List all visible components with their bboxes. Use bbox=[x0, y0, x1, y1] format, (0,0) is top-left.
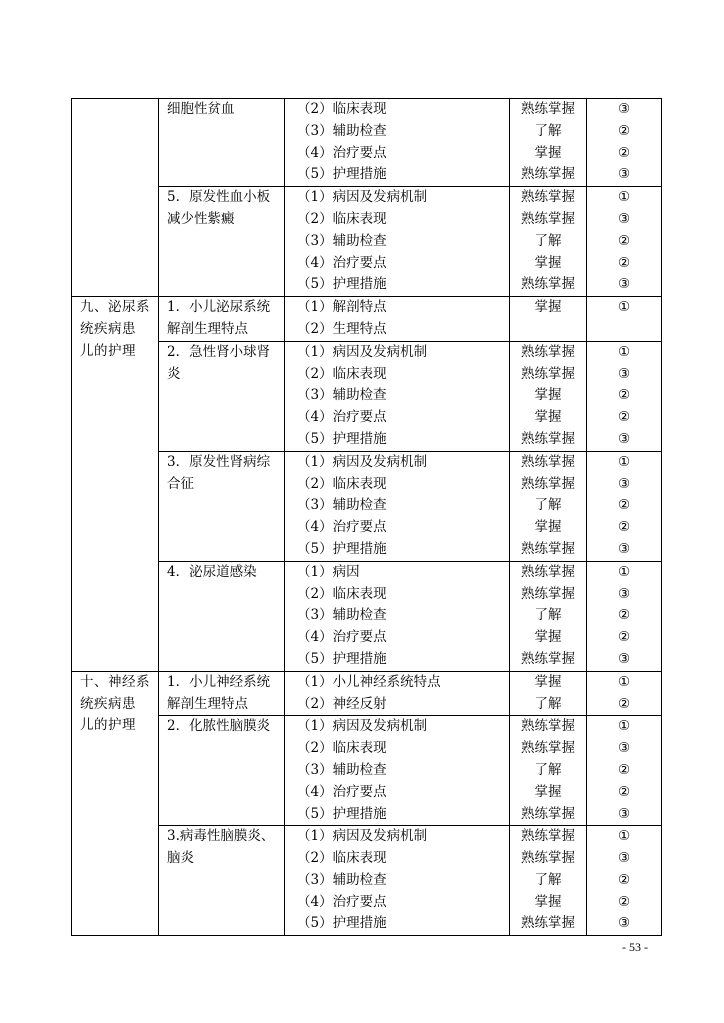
content-line: （4）治疗要点 bbox=[297, 519, 387, 536]
content-line: （2）临床表现 bbox=[297, 475, 387, 492]
table-row bbox=[72, 826, 662, 936]
level-line: ③ bbox=[617, 101, 631, 117]
requirement-cell bbox=[510, 297, 587, 342]
requirement-line: 熟练掌握 bbox=[521, 540, 575, 557]
content-line: （5）护理措施 bbox=[297, 166, 387, 183]
requirement-line: 了解 bbox=[534, 232, 562, 249]
system-cell bbox=[72, 99, 159, 297]
requirement-line: 熟练掌握 bbox=[521, 276, 575, 293]
requirement-line: 掌握 bbox=[534, 299, 562, 316]
content-cell bbox=[285, 187, 510, 297]
requirement-line: 熟练掌握 bbox=[521, 475, 575, 492]
disease-line: 3.病毒性脑膜炎、 bbox=[167, 828, 275, 845]
table-row bbox=[72, 99, 662, 187]
page-number: - 53 - bbox=[622, 940, 648, 954]
requirement-cell bbox=[510, 671, 587, 716]
level-line: ① bbox=[617, 453, 631, 470]
level-line: ③ bbox=[617, 365, 631, 382]
table-row bbox=[72, 716, 662, 826]
system-line: 十、神经系 bbox=[80, 673, 150, 690]
level-cell bbox=[587, 341, 662, 451]
content-line: （1）病因及发病机制 bbox=[297, 189, 428, 206]
disease-line: 2．化脓性脑膜炎 bbox=[167, 718, 271, 735]
level-cell bbox=[587, 451, 662, 561]
disease-cell bbox=[159, 826, 285, 936]
level-line: ② bbox=[617, 232, 631, 249]
content-line: （2）临床表现 bbox=[297, 740, 387, 757]
content-line: （5）护理措施 bbox=[297, 915, 387, 932]
requirement-line: 熟练掌握 bbox=[521, 166, 575, 183]
requirement-line: 了解 bbox=[534, 122, 562, 139]
content-line: （2）临床表现 bbox=[297, 365, 387, 382]
disease-line: 1．小儿泌尿系统 bbox=[167, 299, 271, 316]
level-line: ② bbox=[617, 387, 631, 404]
system-line: 统疾病患 bbox=[80, 320, 136, 337]
requirement-line: 了解 bbox=[534, 497, 562, 514]
content-line: （3）辅助检查 bbox=[297, 122, 387, 139]
table-row bbox=[72, 561, 662, 671]
content-cell bbox=[285, 297, 510, 342]
requirement-line: 掌握 bbox=[534, 673, 562, 690]
disease-line: 5．原发性血小板 bbox=[167, 189, 271, 206]
content-line: （4）治疗要点 bbox=[297, 409, 387, 426]
level-line: ① bbox=[617, 299, 631, 316]
disease-cell bbox=[159, 187, 285, 297]
disease-line: 细胞性贫血 bbox=[167, 101, 235, 117]
level-line: ② bbox=[617, 783, 631, 800]
system-line: 儿的护理 bbox=[80, 717, 136, 734]
table-row bbox=[72, 187, 662, 297]
level-line: ③ bbox=[617, 276, 631, 293]
level-line: ③ bbox=[617, 210, 631, 227]
level-cell bbox=[587, 561, 662, 671]
level-line: ② bbox=[617, 144, 631, 161]
disease-line: 炎 bbox=[167, 365, 181, 382]
level-line: ② bbox=[617, 254, 631, 271]
level-line: ③ bbox=[617, 475, 631, 492]
disease-line: 4．泌尿道感染 bbox=[167, 563, 257, 580]
content-line: （3）辅助检查 bbox=[297, 761, 387, 778]
content-line: （5）护理措施 bbox=[297, 650, 387, 667]
content-cell bbox=[285, 99, 510, 187]
level-line: ① bbox=[617, 563, 631, 580]
content-cell bbox=[285, 451, 510, 561]
requirement-line: 熟练掌握 bbox=[521, 718, 575, 735]
content-line: （2）临床表现 bbox=[297, 585, 387, 602]
level-line: ② bbox=[617, 122, 631, 139]
disease-line: 解剖生理特点 bbox=[167, 695, 248, 712]
requirement-line: 熟练掌握 bbox=[521, 805, 575, 822]
level-line: ③ bbox=[617, 430, 631, 447]
requirement-line: 掌握 bbox=[534, 409, 562, 426]
disease-line: 合征 bbox=[167, 475, 194, 492]
requirement-cell bbox=[510, 341, 587, 451]
disease-line: 脑炎 bbox=[167, 850, 194, 867]
level-line: ① bbox=[617, 718, 631, 735]
syllabus-table bbox=[71, 98, 662, 936]
content-line: （1）小儿神经系统特点 bbox=[297, 673, 441, 690]
level-line: ① bbox=[617, 343, 631, 360]
requirement-cell bbox=[510, 187, 587, 297]
content-line: （4）治疗要点 bbox=[297, 783, 387, 800]
requirement-line: 熟练掌握 bbox=[521, 828, 575, 845]
content-cell bbox=[285, 671, 510, 716]
content-line: （3）辅助检查 bbox=[297, 871, 387, 888]
requirement-line: 掌握 bbox=[534, 783, 562, 800]
requirement-line: 熟练掌握 bbox=[521, 189, 575, 206]
table-row bbox=[72, 297, 662, 342]
level-line: ② bbox=[617, 519, 631, 536]
system-line: 九、泌尿系 bbox=[80, 299, 150, 316]
content-line: （3）辅助检查 bbox=[297, 232, 387, 249]
level-cell bbox=[587, 187, 662, 297]
level-line: ① bbox=[617, 828, 631, 845]
requirement-line: 熟练掌握 bbox=[521, 650, 575, 667]
requirement-line: 熟练掌握 bbox=[521, 365, 575, 382]
disease-cell bbox=[159, 716, 285, 826]
requirement-line: 掌握 bbox=[534, 254, 562, 271]
level-line: ③ bbox=[617, 650, 631, 667]
requirement-line: 熟练掌握 bbox=[521, 915, 575, 932]
requirement-line: 熟练掌握 bbox=[521, 453, 575, 470]
level-cell bbox=[587, 99, 662, 187]
requirement-cell bbox=[510, 561, 587, 671]
level-cell bbox=[587, 826, 662, 936]
requirement-line: 了解 bbox=[534, 695, 562, 712]
system-line: 儿的护理 bbox=[80, 342, 136, 359]
requirement-line: 熟练掌握 bbox=[521, 101, 575, 117]
content-line: （1）解剖特点 bbox=[297, 299, 387, 316]
requirement-line: 熟练掌握 bbox=[521, 563, 575, 580]
content-line: （5）护理措施 bbox=[297, 805, 387, 822]
system-cell bbox=[72, 671, 159, 936]
content-line: （1）病因及发病机制 bbox=[297, 828, 428, 845]
content-line: （3）辅助检查 bbox=[297, 387, 387, 404]
disease-cell bbox=[159, 341, 285, 451]
requirement-cell bbox=[510, 99, 587, 187]
level-cell bbox=[587, 297, 662, 342]
requirement-line: 掌握 bbox=[534, 519, 562, 536]
content-line: （1）病因及发病机制 bbox=[297, 343, 428, 360]
content-cell bbox=[285, 826, 510, 936]
content-line: （4）治疗要点 bbox=[297, 144, 387, 161]
level-line: ③ bbox=[617, 915, 631, 932]
requirement-cell bbox=[510, 716, 587, 826]
requirement-cell bbox=[510, 451, 587, 561]
level-line: ① bbox=[617, 673, 631, 690]
content-line: （3）辅助检查 bbox=[297, 607, 387, 624]
level-line: ② bbox=[617, 761, 631, 778]
content-cell bbox=[285, 561, 510, 671]
level-line: ② bbox=[617, 497, 631, 514]
content-line: （2）临床表现 bbox=[297, 101, 387, 117]
level-line: ③ bbox=[617, 585, 631, 602]
content-cell bbox=[285, 716, 510, 826]
content-line: （1）病因及发病机制 bbox=[297, 453, 428, 470]
content-line: （4）治疗要点 bbox=[297, 893, 387, 910]
level-cell bbox=[587, 671, 662, 716]
table-row bbox=[72, 451, 662, 561]
level-cell bbox=[587, 716, 662, 826]
requirement-line: 熟练掌握 bbox=[521, 740, 575, 757]
requirement-line: 熟练掌握 bbox=[521, 210, 575, 227]
requirement-line: 了解 bbox=[534, 607, 562, 624]
requirement-line: 熟练掌握 bbox=[521, 850, 575, 867]
level-line: ② bbox=[617, 695, 631, 712]
disease-cell bbox=[159, 297, 285, 342]
system-cell bbox=[72, 297, 159, 672]
level-line: ② bbox=[617, 409, 631, 426]
content-line: （5）护理措施 bbox=[297, 540, 387, 557]
table-row bbox=[72, 341, 662, 451]
content-line: （4）治疗要点 bbox=[297, 629, 387, 646]
level-line: ① bbox=[617, 189, 631, 206]
requirement-line: 熟练掌握 bbox=[521, 585, 575, 602]
requirement-line: 了解 bbox=[534, 871, 562, 888]
level-line: ② bbox=[617, 629, 631, 646]
disease-cell bbox=[159, 99, 285, 187]
content-line: （5）护理措施 bbox=[297, 276, 387, 293]
level-line: ③ bbox=[617, 540, 631, 557]
content-line: （3）辅助检查 bbox=[297, 497, 387, 514]
level-line: ② bbox=[617, 871, 631, 888]
content-line: （4）治疗要点 bbox=[297, 254, 387, 271]
level-line: ② bbox=[617, 607, 631, 624]
disease-line: 减少性紫癜 bbox=[167, 210, 235, 227]
content-line: （5）护理措施 bbox=[297, 430, 387, 447]
level-line: ③ bbox=[617, 740, 631, 757]
level-line: ③ bbox=[617, 805, 631, 822]
level-line: ③ bbox=[617, 850, 631, 867]
system-line: 统疾病患 bbox=[80, 695, 136, 712]
disease-line: 3．原发性肾病综 bbox=[167, 453, 271, 470]
disease-cell bbox=[159, 451, 285, 561]
disease-cell bbox=[159, 561, 285, 671]
requirement-cell bbox=[510, 826, 587, 936]
requirement-line: 掌握 bbox=[534, 629, 562, 646]
disease-line: 1．小儿神经系统 bbox=[167, 673, 271, 690]
level-line: ③ bbox=[617, 166, 631, 183]
level-line: ② bbox=[617, 893, 631, 910]
table-row bbox=[72, 671, 662, 716]
requirement-line: 掌握 bbox=[534, 893, 562, 910]
requirement-line: 了解 bbox=[534, 761, 562, 778]
requirement-line: 熟练掌握 bbox=[521, 430, 575, 447]
content-line: （2）神经反射 bbox=[297, 695, 387, 712]
content-cell bbox=[285, 341, 510, 451]
content-line: （2）临床表现 bbox=[297, 210, 387, 227]
content-line: （1）病因及发病机制 bbox=[297, 718, 428, 735]
requirement-line: 掌握 bbox=[534, 387, 562, 404]
disease-cell bbox=[159, 671, 285, 716]
requirement-line: 熟练掌握 bbox=[521, 343, 575, 360]
disease-line: 2．急性肾小球肾 bbox=[167, 343, 271, 360]
content-line: （2）临床表现 bbox=[297, 850, 387, 867]
requirement-line: 掌握 bbox=[534, 144, 562, 161]
disease-line: 解剖生理特点 bbox=[167, 320, 248, 337]
content-line: （1）病因 bbox=[297, 563, 360, 580]
content-line: （2）生理特点 bbox=[297, 320, 387, 337]
